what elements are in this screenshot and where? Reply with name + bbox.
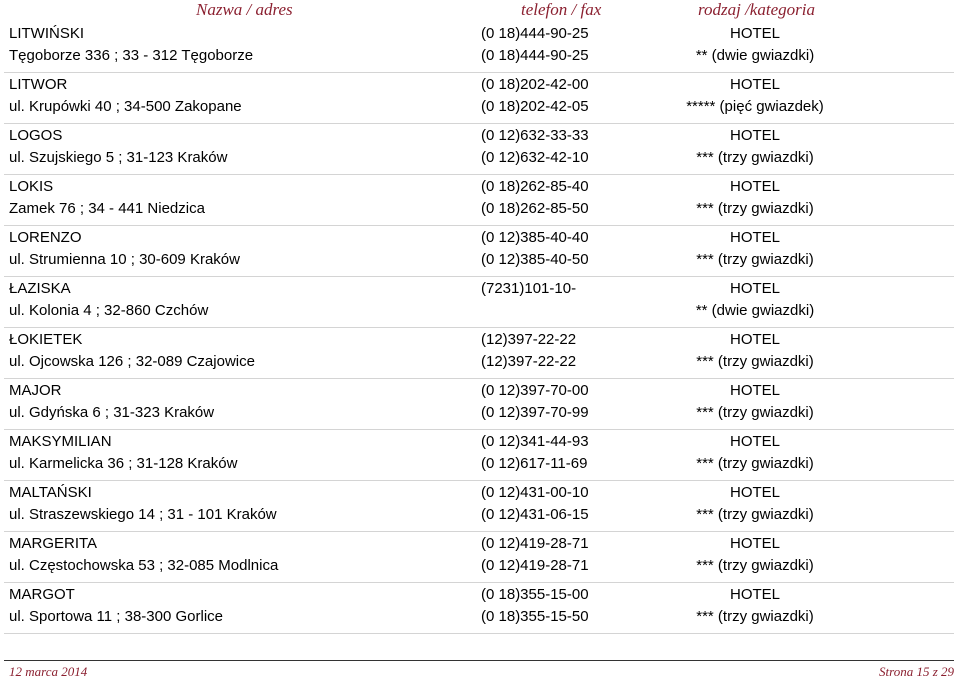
hotel-phone: (7231)101-10- (481, 280, 577, 297)
hotel-address: Zamek 76 ; 34 - 441 Niedzica (9, 200, 205, 217)
hotel-category: *** (trzy gwiazdki) (696, 353, 814, 370)
hotel-category: *** (trzy gwiazdki) (696, 557, 814, 574)
hotel-phone: (0 12)632-33-33 (481, 127, 589, 144)
hotel-fax: (12)397-22-22 (481, 353, 577, 370)
hotel-address: ul. Sportowa 11 ; 38-300 Gorlice (9, 608, 224, 625)
hotel-address: ul. Kolonia 4 ; 32-860 Czchów (9, 302, 209, 319)
hotel-type: HOTEL (729, 331, 780, 348)
hotel-category: *** (trzy gwiazdki) (696, 506, 814, 523)
list-item (0, 175, 960, 226)
hotel-name: MAJOR (9, 382, 62, 399)
hotel-list (0, 22, 960, 634)
hotel-address: ul. Strumienna 10 ; 30-609 Kraków (9, 251, 240, 268)
hotel-fax: (0 12)617-11-69 (481, 455, 588, 472)
footer-divider (4, 660, 954, 661)
hotel-fax: (0 12)632-42-10 (481, 149, 589, 166)
hotel-type: HOTEL (729, 382, 780, 399)
hotel-category: ** (dwie gwiazdki) (695, 302, 815, 319)
list-item (0, 22, 960, 73)
hotel-phone: (0 18)355-15-00 (481, 586, 589, 603)
hotel-name: ŁAZISKA (9, 280, 71, 297)
hotel-category: *** (trzy gwiazdki) (696, 251, 814, 268)
hotel-phone: (0 12)341-44-93 (481, 433, 589, 450)
hotel-fax: (0 18)444-90-25 (481, 47, 589, 64)
list-item (0, 73, 960, 124)
hotel-type: HOTEL (729, 280, 780, 297)
hotel-type: HOTEL (729, 484, 780, 501)
hotel-category: *** (trzy gwiazdki) (696, 608, 814, 625)
hotel-fax: (0 18)262-85-50 (481, 200, 589, 217)
footer-page-number: Strona 15 z 29 (879, 664, 954, 679)
column-header (0, 0, 960, 22)
list-item (0, 532, 960, 583)
hotel-address: ul. Częstochowska 53 ; 32-085 Modlnica (9, 557, 279, 574)
list-item (0, 583, 960, 634)
hotel-fax: (0 12)385-40-50 (481, 251, 589, 268)
hotel-type: HOTEL (729, 25, 780, 42)
header-type-category: rodzaj /kategoria (698, 0, 815, 19)
hotel-type: HOTEL (729, 535, 780, 552)
hotel-category: ***** (pięć gwiazdek) (686, 98, 824, 115)
hotel-name: MAKSYMILIAN (9, 433, 112, 450)
hotel-fax: (0 12)397-70-99 (481, 404, 589, 421)
hotel-fax: (0 12)419-28-71 (481, 557, 589, 574)
list-item (0, 430, 960, 481)
row-divider (4, 633, 954, 634)
hotel-address: ul. Szujskiego 5 ; 31-123 Kraków (9, 149, 228, 166)
hotel-fax: (0 12)431-06-15 (481, 506, 589, 523)
list-item (0, 124, 960, 175)
header-phone-fax: telefon / fax (521, 0, 602, 19)
list-item (0, 379, 960, 430)
hotel-type: HOTEL (729, 433, 780, 450)
hotel-type: HOTEL (729, 76, 780, 93)
list-item (0, 328, 960, 379)
hotel-phone: (0 12)431-00-10 (481, 484, 589, 501)
hotel-phone: (0 12)397-70-00 (481, 382, 589, 399)
hotel-name: LOKIS (9, 178, 54, 195)
hotel-phone: (0 12)419-28-71 (481, 535, 589, 552)
hotel-fax: (0 18)202-42-05 (481, 98, 589, 115)
hotel-address: Tęgoborze 336 ; 33 - 312 Tęgoborze (9, 47, 254, 64)
hotel-phone: (0 18)262-85-40 (481, 178, 589, 195)
header-name-address: Nazwa / adres (196, 0, 293, 19)
hotel-phone: (12)397-22-22 (481, 331, 577, 348)
hotel-type: HOTEL (729, 229, 780, 246)
hotel-address: ul. Karmelicka 36 ; 31-128 Kraków (9, 455, 238, 472)
hotel-address: ul. Krupówki 40 ; 34-500 Zakopane (9, 98, 242, 115)
hotel-category: *** (trzy gwiazdki) (696, 404, 814, 421)
list-item (0, 481, 960, 532)
hotel-name: LORENZO (9, 229, 82, 246)
hotel-name: ŁOKIETEK (9, 331, 83, 348)
hotel-category: *** (trzy gwiazdki) (696, 200, 814, 217)
hotel-address: ul. Gdyńska 6 ; 31-323 Kraków (9, 404, 215, 421)
hotel-category: ** (dwie gwiazdki) (695, 47, 815, 64)
hotel-name: MARGERITA (9, 535, 98, 552)
hotel-name: LITWIŃSKI (9, 25, 85, 42)
hotel-fax: (0 18)355-15-50 (481, 608, 589, 625)
hotel-name: LITWOR (9, 76, 68, 93)
list-item (0, 226, 960, 277)
hotel-category: *** (trzy gwiazdki) (696, 455, 814, 472)
list-item (0, 277, 960, 328)
hotel-address: ul. Ojcowska 126 ; 32-089 Czajowice (9, 353, 255, 370)
hotel-name: LOGOS (9, 127, 63, 144)
hotel-phone: (0 18)444-90-25 (481, 25, 589, 42)
hotel-type: HOTEL (729, 178, 780, 195)
hotel-name: MALTAŃSKI (9, 484, 92, 501)
hotel-type: HOTEL (729, 586, 780, 603)
hotel-address: ul. Straszewskiego 14 ; 31 - 101 Kraków (9, 506, 277, 523)
hotel-name: MARGOT (9, 586, 75, 603)
hotel-category: *** (trzy gwiazdki) (696, 149, 814, 166)
footer-date: 12 marca 2014 (9, 664, 88, 679)
hotel-type: HOTEL (729, 127, 780, 144)
hotel-phone: (0 12)385-40-40 (481, 229, 589, 246)
hotel-phone: (0 18)202-42-00 (481, 76, 589, 93)
